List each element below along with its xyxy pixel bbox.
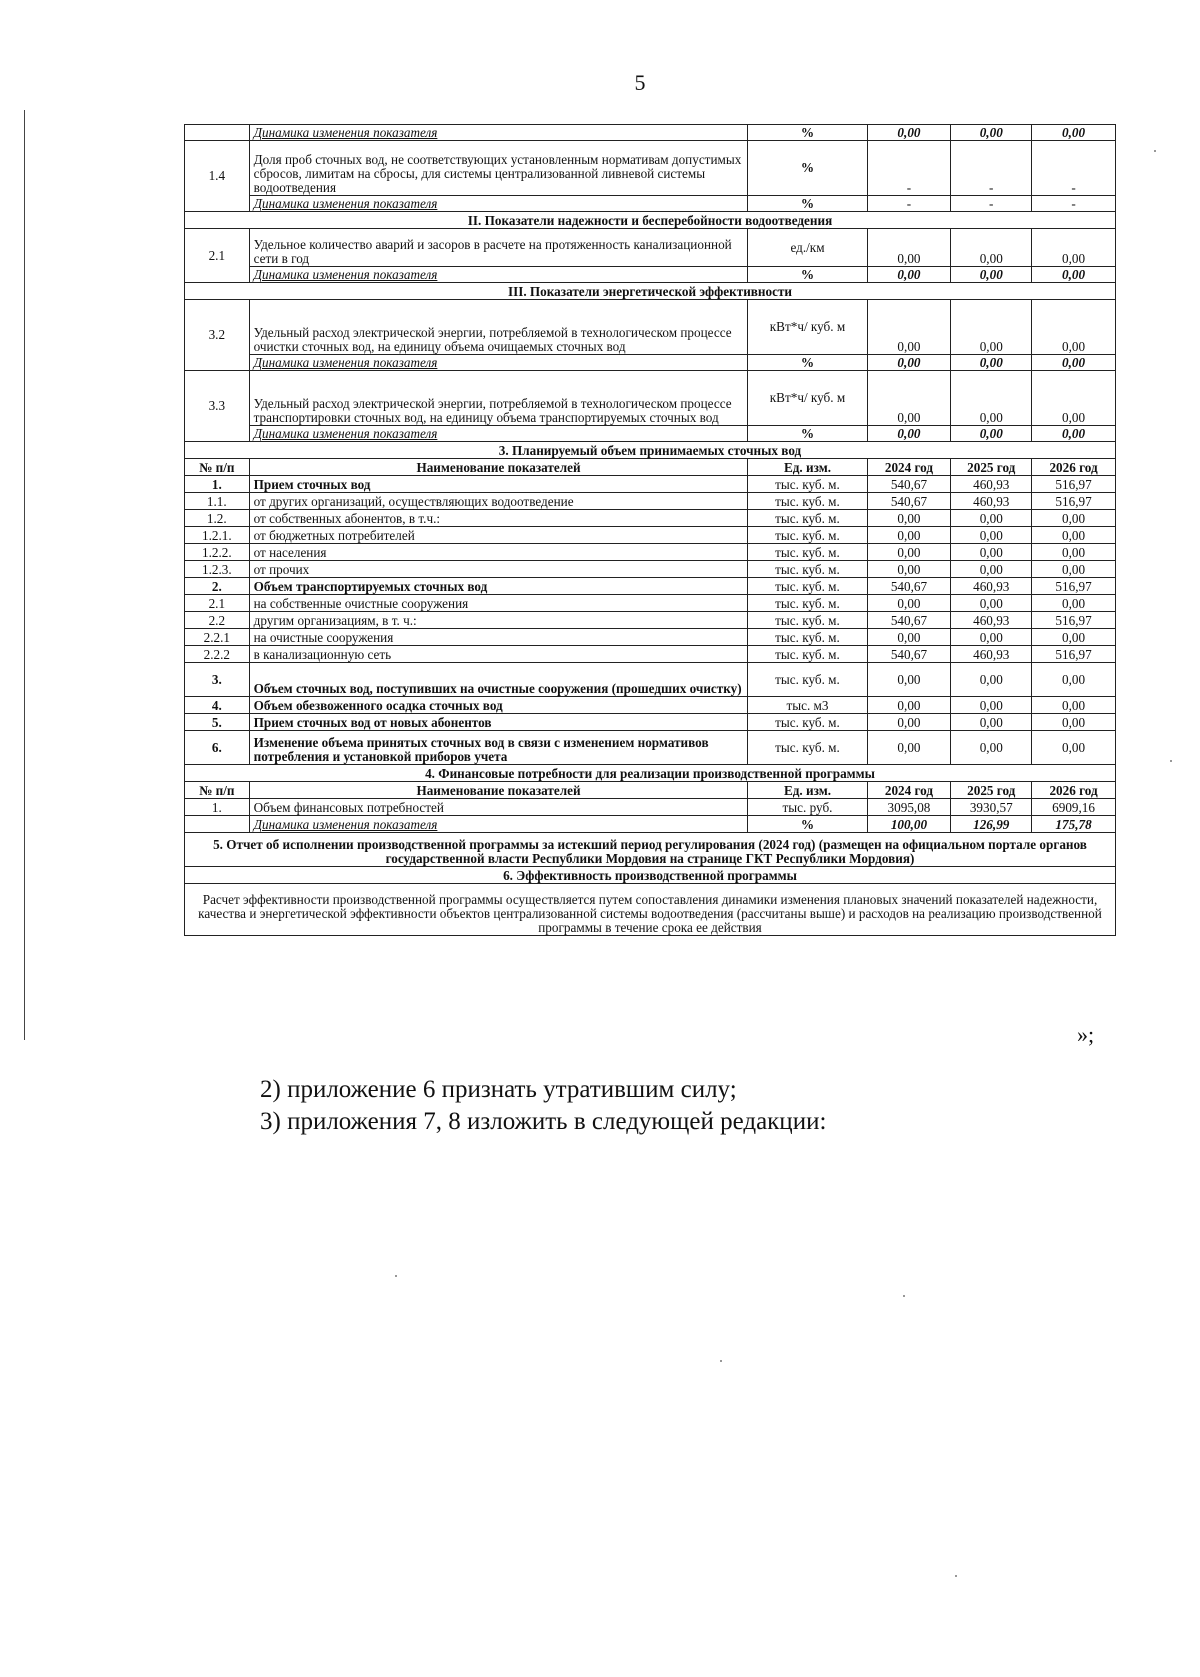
value-2025: - [951,196,1032,212]
value-2026: 0,00 [1032,229,1116,267]
value-2025: 460,93 [951,612,1032,629]
value-2024: 0,00 [867,544,951,561]
table-row [185,229,1116,267]
row-label: Объем транспортируемых сточных вод [249,578,748,595]
table-header-row [185,459,1116,476]
table-row [185,663,1116,697]
value-2025: - [951,141,1032,196]
value-2025: 0,00 [951,300,1032,355]
value-2025: 460,93 [951,646,1032,663]
table-row [185,196,1116,212]
row-number: 2.2.1 [185,629,250,646]
value-2024: 540,67 [867,476,951,493]
row-label: Объем финансовых потребностей [249,799,748,816]
row-number: 1.2.2. [185,544,250,561]
row-unit: % [748,355,867,371]
row-unit: тыс. куб. м. [748,629,867,646]
row-number: 1. [185,799,250,816]
table-row [185,612,1116,629]
value-2026: 0,00 [1032,300,1116,355]
table-row [185,426,1116,442]
scan-speck [395,1275,397,1277]
header-2026: 2026 год [1032,782,1116,799]
row-label: Изменение объема принятых сточных вод в связи с изменением нормативов потребления и установкой приборов учета [249,731,748,765]
row-unit: кВт*ч/ куб. м [748,300,867,355]
row-unit: тыс. куб. м. [748,578,867,595]
value-2025: 0,00 [951,663,1032,697]
table-row [185,476,1116,493]
row-label: Объем сточных вод, поступивших на очистные сооружения (прошедших очистку) [249,663,748,697]
value-2025: 0,00 [951,267,1032,283]
row-number: 4. [185,697,250,714]
section-title: 6. Эффективность производственной программы [185,867,1116,884]
table-row [185,493,1116,510]
row-unit: % [748,267,867,283]
page-number: 5 [634,70,646,95]
row-number: 6. [185,731,250,765]
table-row [185,371,1116,426]
value-2025: 0,00 [951,595,1032,612]
table-row [185,714,1116,731]
row-unit: тыс. куб. м. [748,561,867,578]
row-label: Динамика изменения показателя [249,196,748,212]
row-unit: кВт*ч/ куб. м [748,371,867,426]
row-unit: тыс. куб. м. [748,544,867,561]
scan-speck [903,1295,905,1297]
report-section-title: 5. Отчет об исполнении производственной программы за истекший период регулирования (2024 год) (размещен на официальном портале органов государственной власти Республики Мордовия на странице ГКТ Республики Мордовия) [185,833,1116,867]
header-2026: 2026 год [1032,459,1116,476]
row-number: 2.2.2 [185,646,250,663]
row-label: Прием сточных вод [249,476,748,493]
row-label: от других организаций, осуществляющих водоотведение [249,493,748,510]
value-2025: 460,93 [951,493,1032,510]
row-number: 2.1 [185,229,250,283]
header-unit: Ед. изм. [748,459,867,476]
value-2024: 100,00 [867,816,951,833]
row-number: 3.3 [185,371,250,442]
value-2024: - [867,196,951,212]
row-label: Удельное количество аварий и засоров в расчете на протяженность канализационной сети в год [249,229,748,267]
row-label: на собственные очистные сооружения [249,595,748,612]
section-heading-row [185,442,1116,459]
row-number: 1. [185,476,250,493]
row-unit: % [748,141,867,196]
value-2024: 540,67 [867,612,951,629]
header-num: № п/п [185,459,250,476]
value-2026: 516,97 [1032,476,1116,493]
header-name: Наименование показателей [249,459,748,476]
value-2024: 540,67 [867,646,951,663]
value-2026: 0,00 [1032,561,1116,578]
row-unit: тыс. куб. м. [748,527,867,544]
row-label: Динамика изменения показателя [249,355,748,371]
row-label: от прочих [249,561,748,578]
value-2026: 175,78 [1032,816,1116,833]
row-label: Удельный расход электрической энергии, потребляемой в технологическом процессе транспортировки сточных вод, на единицу объема транспортируемых сточных вод [249,371,748,426]
table-row [185,561,1116,578]
row-unit: тыс. м3 [748,697,867,714]
value-2025: 126,99 [951,816,1032,833]
efficiency-text: Расчет эффективности производственной программы осуществляется путем сопоставления динамики изменения плановых значений показателей надежности, качества и энергетической эффективности объектов централизованной системы водоотведения (рассчитаны выше) и расходов на реализацию производственной программы в течение срока ее действия [185,884,1116,936]
value-2024: 0,00 [867,663,951,697]
value-2026: - [1032,196,1116,212]
row-label: Удельный расход электрической энергии, потребляемой в технологическом процессе очистки сточных вод, на единицу объема очищаемых сточных вод [249,300,748,355]
value-2024: 0,00 [867,355,951,371]
table-row [185,595,1116,612]
value-2024: 0,00 [867,300,951,355]
value-2026: 0,00 [1032,125,1116,141]
row-label: Динамика изменения показателя [249,426,748,442]
scan-speck [955,1575,957,1577]
header-num: № п/п [185,782,250,799]
table-row [185,816,1116,833]
table-row [185,267,1116,283]
table-row [185,646,1116,663]
value-2026: 6909,16 [1032,799,1116,816]
row-unit: тыс. куб. м. [748,595,867,612]
row-number: 1.1. [185,493,250,510]
value-2024: 540,67 [867,578,951,595]
value-2025: 0,00 [951,229,1032,267]
scan-speck [1154,150,1156,152]
row-unit: тыс. куб. м. [748,476,867,493]
header-2025: 2025 год [951,782,1032,799]
value-2024: 0,00 [867,731,951,765]
header-2024: 2024 год [867,459,951,476]
value-2026: 0,00 [1032,267,1116,283]
row-label: от населения [249,544,748,561]
margin-line [24,110,25,1040]
row-label: Динамика изменения показателя [249,816,748,833]
value-2026: 0,00 [1032,731,1116,765]
value-2026: 0,00 [1032,629,1116,646]
row-number: 1.2. [185,510,250,527]
value-2025: 3930,57 [951,799,1032,816]
row-number: 2. [185,578,250,595]
table-row [185,799,1116,816]
row-label: Динамика изменения показателя [249,125,748,141]
header-2025: 2025 год [951,459,1032,476]
scan-speck [720,1360,722,1362]
row-number: 1.2.3. [185,561,250,578]
value-2026: 516,97 [1032,578,1116,595]
value-2026: 0,00 [1032,595,1116,612]
value-2025: 460,93 [951,578,1032,595]
volume-rows [185,476,1116,765]
row-unit: ед./км [748,229,867,267]
value-2026: 516,97 [1032,646,1116,663]
value-2025: 0,00 [951,371,1032,426]
value-2025: 0,00 [951,544,1032,561]
row-label: Объем обезвоженного осадка сточных вод [249,697,748,714]
row-unit: % [748,125,867,141]
value-2026: - [1032,141,1116,196]
paragraph-item-3: 3) приложения 7, 8 изложить в следующей редакции: [260,1108,827,1135]
value-2024: 0,00 [867,714,951,731]
section-title: 4. Финансовые потребности для реализации производственной программы [185,765,1116,782]
value-2026: 0,00 [1032,527,1116,544]
table-row [185,544,1116,561]
row-unit: % [748,816,867,833]
row-number: 5. [185,714,250,731]
value-2024: 3095,08 [867,799,951,816]
scan-speck [1170,760,1172,762]
table-row [185,527,1116,544]
table-row [185,510,1116,527]
section-title: II. Показатели надежности и бесперебойности водоотведения [185,212,1116,229]
value-2026: 0,00 [1032,714,1116,731]
value-2026: 0,00 [1032,663,1116,697]
section-heading-row [185,765,1116,782]
row-unit: тыс. куб. м. [748,646,867,663]
value-2024: 0,00 [867,371,951,426]
value-2024: 0,00 [867,527,951,544]
header-unit: Ед. изм. [748,782,867,799]
row-label: в канализационную сеть [249,646,748,663]
row-unit: тыс. куб. м. [748,731,867,765]
section-heading-row [185,833,1116,867]
value-2025: 0,00 [951,527,1032,544]
value-2025: 0,00 [951,125,1032,141]
section-heading-row [185,212,1116,229]
indicators-table [184,124,1116,936]
value-2024: 0,00 [867,426,951,442]
table-row [185,355,1116,371]
row-number: 3. [185,663,250,697]
row-number: 1.2.1. [185,527,250,544]
header-name: Наименование показателей [249,782,748,799]
row-number: 2.1 [185,595,250,612]
row-label: Доля проб сточных вод, не соответствующих установленным нормативам допустимых сбросов, лимитам на сбросы, для системы централизованной ливневой системы водоотведения [249,141,748,196]
value-2024: 0,00 [867,697,951,714]
value-2024: 0,00 [867,267,951,283]
section-title: 3. Планируемый объем принимаемых сточных вод [185,442,1116,459]
row-unit: тыс. куб. м. [748,612,867,629]
value-2026: 0,00 [1032,426,1116,442]
value-2026: 0,00 [1032,544,1116,561]
table-row [185,697,1116,714]
row-label: другим организациям, в т. ч.: [249,612,748,629]
value-2025: 0,00 [951,510,1032,527]
value-2026: 516,97 [1032,493,1116,510]
value-2025: 0,00 [951,731,1032,765]
row-unit: тыс. куб. м. [748,714,867,731]
row-label: от бюджетных потребителей [249,527,748,544]
row-unit: % [748,426,867,442]
row-label: Прием сточных вод от новых абонентов [249,714,748,731]
row-label: от собственных абонентов, в т.ч.: [249,510,748,527]
row-label: на очистные сооружения [249,629,748,646]
closing-quote: »; [1077,1022,1095,1047]
value-2026: 0,00 [1032,371,1116,426]
value-2025: 0,00 [951,714,1032,731]
header-2024: 2024 год [867,782,951,799]
value-2024: 0,00 [867,229,951,267]
row-label: Динамика изменения показателя [249,267,748,283]
value-2026: 516,97 [1032,612,1116,629]
value-2024: 0,00 [867,561,951,578]
value-2026: 0,00 [1032,510,1116,527]
table-row [185,731,1116,765]
value-2025: 0,00 [951,561,1032,578]
section-title: III. Показатели энергетической эффективности [185,283,1116,300]
value-2025: 0,00 [951,629,1032,646]
table-row [185,125,1116,141]
row-unit: тыс. куб. м. [748,493,867,510]
row-number: 2.2 [185,612,250,629]
row-number: 3.2 [185,300,250,371]
row-unit: % [748,196,867,212]
value-2024: 540,67 [867,493,951,510]
value-2024: 0,00 [867,125,951,141]
value-2024: 0,00 [867,629,951,646]
value-2025: 0,00 [951,697,1032,714]
table-header-row [185,782,1116,799]
value-2025: 0,00 [951,355,1032,371]
section-heading-row [185,867,1116,884]
table-row [185,300,1116,355]
paragraph-item-2: 2) приложение 6 признать утратившим силу; [260,1076,737,1103]
table-row [185,884,1116,936]
value-2025: 0,00 [951,426,1032,442]
row-unit: тыс. куб. м. [748,510,867,527]
section-heading-row [185,283,1116,300]
value-2024: 0,00 [867,510,951,527]
value-2026: 0,00 [1032,355,1116,371]
value-2024: 0,00 [867,595,951,612]
value-2025: 460,93 [951,476,1032,493]
table-row [185,629,1116,646]
value-2024: - [867,141,951,196]
row-unit: тыс. куб. м. [748,663,867,697]
value-2026: 0,00 [1032,697,1116,714]
table-row [185,578,1116,595]
table-row [185,141,1116,196]
row-unit: тыс. руб. [748,799,867,816]
row-number: 1.4 [185,141,250,212]
